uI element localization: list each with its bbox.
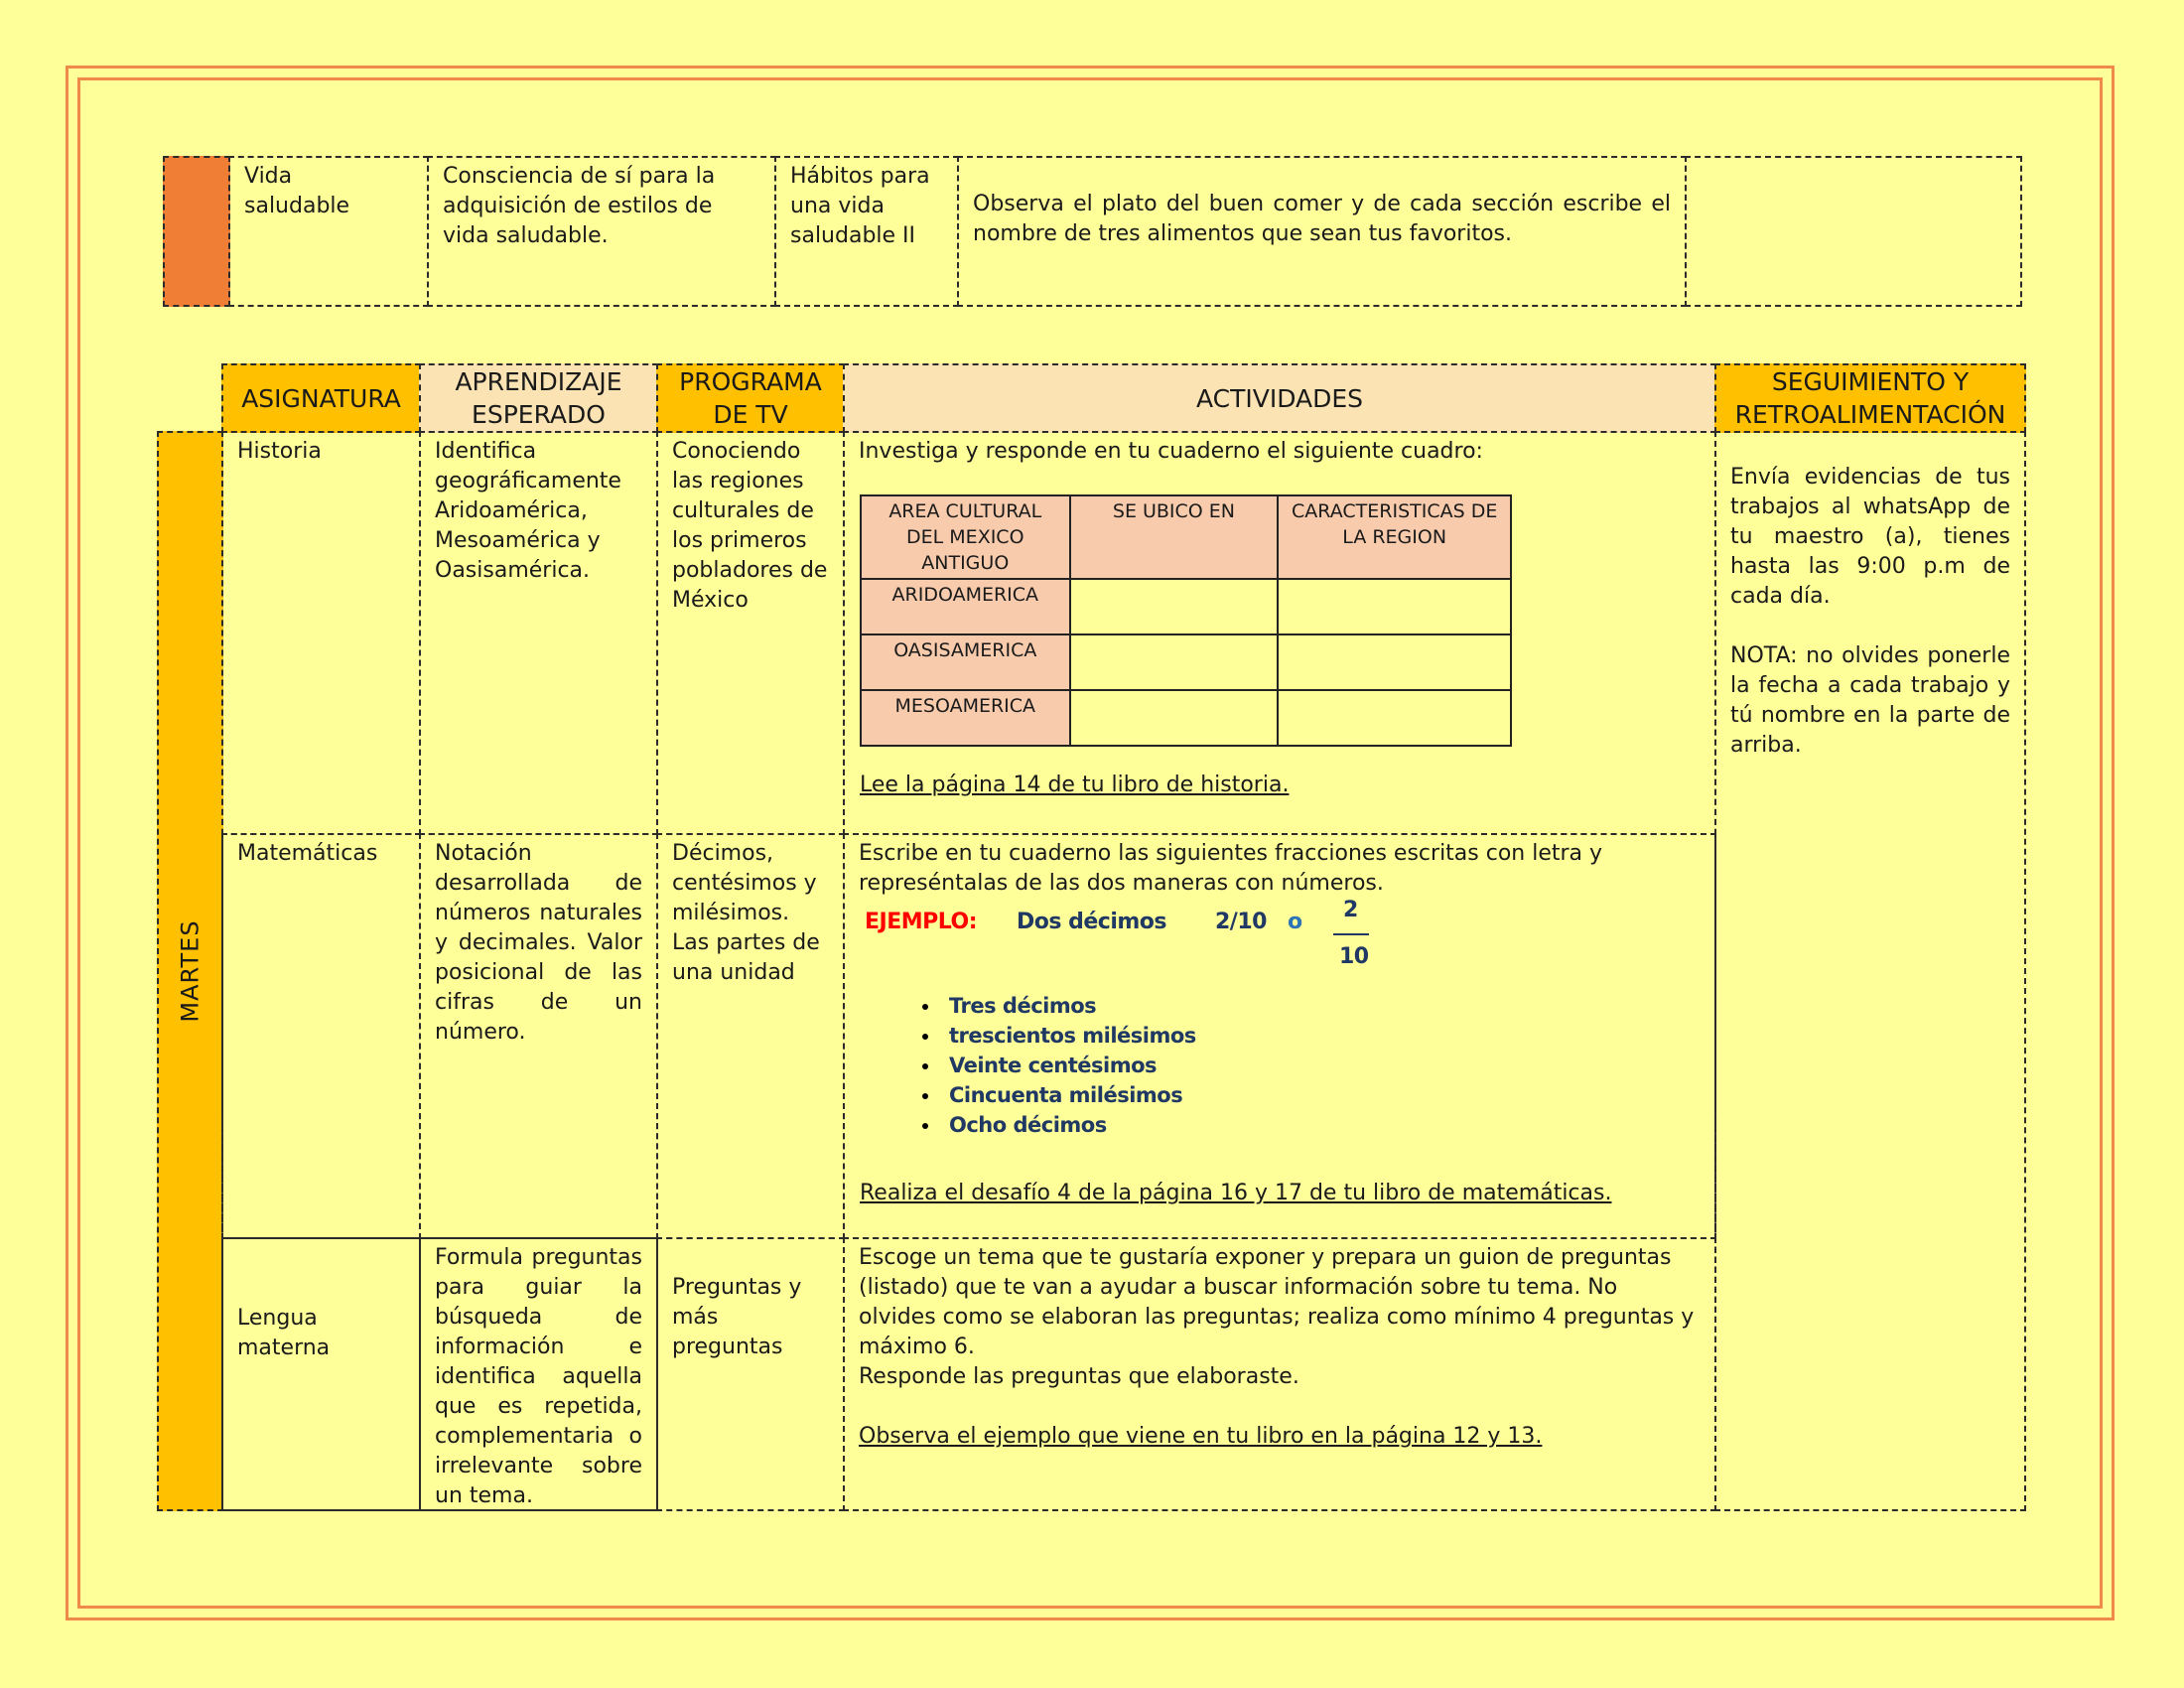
matematicas-asignatura: Matemáticas	[221, 833, 421, 1239]
top-row-asignatura: Vida saludable	[228, 156, 429, 307]
header-asignatura: ASIGNATURA	[221, 363, 421, 433]
ejemplo-decimal: 2/10	[1215, 910, 1267, 934]
list-item: • trescientos milésimos	[941, 1021, 1196, 1051]
ejemplo-or: o	[1288, 910, 1302, 934]
lengua-programa	[656, 1237, 845, 1511]
list-item: • Cincuenta milésimos	[941, 1080, 1196, 1110]
top-row-actividad	[957, 156, 1687, 307]
ejemplo-label: EJEMPLO:	[865, 910, 977, 934]
lengua-actividades	[843, 1237, 1716, 1511]
table-row-mesoamerica: MESOAMERICA	[861, 690, 1070, 746]
table-cell-blank	[1070, 690, 1279, 746]
lengua-asignatura-text: Lengua materna	[237, 1306, 331, 1360]
seguimiento-cell	[1714, 431, 2026, 1511]
day-label: MARTES	[176, 919, 205, 1023]
table-cell-blank	[1070, 579, 1279, 634]
table-cell-blank	[1070, 634, 1279, 690]
list-item: • Tres décimos	[941, 991, 1196, 1021]
ejemplo-words: Dos décimos	[1017, 910, 1167, 934]
seguimiento-text: Envía evidencias de tus trabajos al whatsApp de tu maestro (a), tienes hasta las 9:00 p.m de cada día.	[1730, 465, 2010, 609]
table-cell-blank	[1278, 579, 1511, 634]
header-programa: PROGRAMA DE TV	[656, 363, 845, 433]
lengua-observa: Observa el ejemplo que viene en tu libro en la página 12 y 13.	[859, 1424, 1543, 1449]
historia-aprendizaje: Identifica geográficamente Aridoamérica, Mesoamérica y Oasisamérica.	[419, 431, 658, 835]
fractions-list	[899, 991, 1196, 1140]
table-header-ubicacion: SE UBICO EN	[1070, 495, 1279, 579]
matematicas-aprendizaje: Notación desarrollada de números naturales y decimales. Valor posicional de las cifras de un número.	[419, 833, 658, 1239]
fraction-denominator: 10	[1339, 944, 1369, 969]
table-cell-blank	[1278, 634, 1511, 690]
fraction-bar	[1333, 933, 1369, 935]
top-row-actividad-text: Observa el plato del buen comer y de cada sección escribe el nombre de tres alimentos que sean tus favoritos.	[973, 192, 1671, 246]
lengua-instruccion: Escoge un tema que te gustaría exponer y prepara un guion de preguntas (listado) que te van a ayudar a buscar información sobre tu tema. No olvides como se elaboran las preguntas; realiza como mínimo 4 preguntas y máximo 6.	[859, 1245, 1695, 1359]
matematicas-programa: Décimos, centésimos y milésimos. Las partes de una unidad	[656, 833, 845, 1239]
historia-instruccion: Investiga y responde en tu cuaderno el siguiente cuadro:	[859, 439, 1483, 464]
historia-asignatura: Historia	[221, 431, 421, 835]
table-header-area: AREA CULTURAL DEL MEXICO ANTIGUO	[861, 495, 1070, 579]
historia-regions-table	[860, 494, 1512, 747]
lengua-aprendizaje: Formula preguntas para guiar la búsqueda de información e identifica aquella que es repetida, complementaria o irrelevante sobre un tema.	[419, 1237, 658, 1511]
fraction-numerator: 2	[1343, 898, 1358, 922]
lengua-responde: Responde las preguntas que elaboraste.	[859, 1364, 1299, 1389]
table-cell-blank	[1278, 690, 1511, 746]
historia-actividades	[843, 431, 1716, 835]
header-aprendizaje: APRENDIZAJE ESPERADO	[419, 363, 658, 433]
table-row-oasisamerica: OASISAMERICA	[861, 634, 1070, 690]
historia-programa: Conociendo las regiones culturales de los primeros pobladores de México	[656, 431, 845, 835]
list-item: • Veinte centésimos	[941, 1051, 1196, 1080]
top-row-color-marker	[163, 156, 230, 307]
matematicas-instruccion: Escribe en tu cuaderno las siguientes fracciones escritas con letra y represéntalas de las dos maneras con números.	[859, 841, 1603, 896]
seguimiento-nota: NOTA: no olvides ponerle la fecha a cada trabajo y tú nombre en la parte de arriba.	[1730, 643, 2010, 758]
header-actividades: ACTIVIDADES	[843, 363, 1716, 433]
table-row-aridoamerica: ARIDOAMERICA	[861, 579, 1070, 634]
list-item: • Ocho décimos	[941, 1110, 1196, 1140]
top-row-aprendizaje: Consciencia de sí para la adquisición de estilos de vida saludable.	[427, 156, 776, 307]
lengua-asignatura	[221, 1237, 421, 1511]
top-row-seguimiento	[1685, 156, 2022, 307]
table-header-caracteristicas: CARACTERISTICAS DE LA REGION	[1278, 495, 1511, 579]
matematicas-actividades	[843, 833, 1716, 1239]
matematicas-desafio: Realiza el desafío 4 de la página 16 y 17 de tu libro de matemáticas.	[860, 1181, 1612, 1205]
lengua-programa-text: Preguntas y más preguntas	[672, 1275, 802, 1359]
header-seguimiento: SEGUIMIENTO Y RETROALIMENTACIÓN	[1714, 363, 2026, 433]
day-column	[157, 431, 223, 1511]
top-row-programa: Hábitos para una vida saludable II	[774, 156, 959, 307]
historia-lectura: Lee la página 14 de tu libro de historia.	[860, 773, 1290, 797]
